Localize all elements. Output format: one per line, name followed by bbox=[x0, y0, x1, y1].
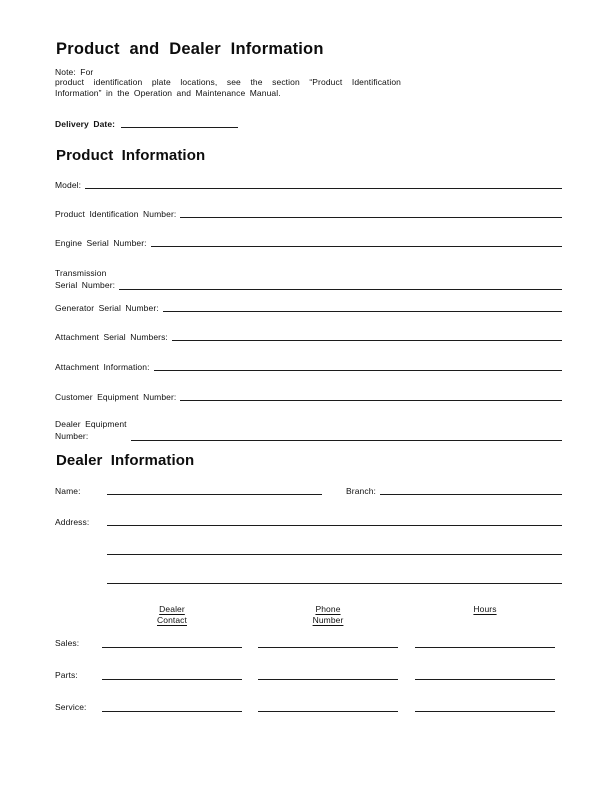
service-dealer-contact-blank-line bbox=[102, 711, 242, 712]
delivery-date-label: Delivery Date: bbox=[55, 119, 116, 129]
address-blank-line-3 bbox=[107, 583, 562, 584]
field-row-customer-equipment-number bbox=[55, 388, 562, 402]
contact-row-service bbox=[55, 698, 562, 712]
sales-dealer-contact-blank-line bbox=[102, 647, 242, 648]
field-row-model bbox=[55, 176, 562, 190]
sales-phone-number-blank-line bbox=[258, 647, 398, 648]
engine-serial-number-label: Engine Serial Number: bbox=[55, 238, 147, 248]
customer-equipment-number-label: Customer Equipment Number: bbox=[55, 392, 177, 402]
contact-row-parts bbox=[55, 666, 562, 680]
service-hours-blank-line bbox=[415, 711, 555, 712]
model-blank-line bbox=[85, 188, 562, 189]
address-label: Address: bbox=[55, 517, 90, 527]
service-phone-number-blank-line bbox=[258, 711, 398, 712]
field-row-attachment-information bbox=[55, 358, 562, 372]
address-extra-row bbox=[107, 542, 562, 556]
customer-equipment-number-blank-line bbox=[180, 400, 562, 401]
attachment-information-blank-line bbox=[154, 370, 562, 371]
field-row-address bbox=[55, 513, 562, 527]
field-row-product-identification-number bbox=[55, 205, 562, 219]
dealer-information-heading: Dealer Information bbox=[56, 452, 195, 469]
branch-blank-line bbox=[380, 494, 562, 495]
service-label: Service: bbox=[55, 702, 87, 712]
transmission-serial-number-blank-line bbox=[119, 289, 562, 290]
sales-hours-blank-line bbox=[415, 647, 555, 648]
name-blank-line bbox=[107, 494, 322, 495]
field-row-engine-serial-number bbox=[55, 234, 562, 248]
contact-row-sales bbox=[55, 634, 562, 648]
field-row-dealer-equipment-number bbox=[55, 417, 562, 442]
address-extra-row bbox=[107, 571, 562, 585]
delivery-date-row bbox=[55, 117, 562, 129]
product-identification-number-label: Product Identification Number: bbox=[55, 209, 177, 219]
dealer-equipment-number-blank-line bbox=[131, 440, 562, 441]
column-header-phone-number: Phone Number bbox=[312, 604, 344, 625]
page-title: Product and Dealer Information bbox=[56, 40, 324, 58]
sales-label: Sales: bbox=[55, 638, 80, 648]
parts-label: Parts: bbox=[55, 670, 78, 680]
column-header-dealer-contact: Dealer Contact bbox=[157, 604, 187, 625]
field-row-transmission-serial-number bbox=[55, 266, 562, 291]
note-line: product identification plate locations, see the section “Product Identification bbox=[55, 77, 401, 88]
parts-dealer-contact-blank-line bbox=[102, 679, 242, 680]
field-row-generator-serial-number bbox=[55, 299, 562, 313]
attachment-serial-numbers-blank-line bbox=[172, 340, 562, 341]
attachment-serial-numbers-label: Attachment Serial Numbers: bbox=[55, 332, 168, 342]
model-label: Model: bbox=[55, 180, 82, 190]
transmission-serial-number-label: Transmission Serial Number: bbox=[55, 268, 116, 290]
branch-label: Branch: bbox=[346, 486, 376, 496]
column-header-hours: Hours bbox=[473, 604, 497, 614]
field-row-name-branch bbox=[55, 482, 562, 496]
note-line: Note: For bbox=[55, 67, 94, 77]
address-blank-line-2 bbox=[107, 554, 562, 555]
note-line: Information” in the Operation and Maintenance Manual. bbox=[55, 87, 281, 98]
generator-serial-number-label: Generator Serial Number: bbox=[55, 303, 159, 313]
product-information-heading: Product Information bbox=[56, 147, 206, 164]
field-row-attachment-serial-numbers bbox=[55, 328, 562, 342]
note-paragraph bbox=[55, 67, 401, 98]
product-identification-number-blank-line bbox=[180, 217, 562, 218]
dealer-equipment-number-label: Dealer Equipment Number: bbox=[55, 419, 127, 441]
generator-serial-number-blank-line bbox=[163, 311, 562, 312]
name-label: Name: bbox=[55, 486, 81, 496]
parts-phone-number-blank-line bbox=[258, 679, 398, 680]
engine-serial-number-blank-line bbox=[151, 246, 562, 247]
parts-hours-blank-line bbox=[415, 679, 555, 680]
address-blank-line-1 bbox=[107, 525, 562, 526]
delivery-date-blank-line bbox=[121, 127, 238, 128]
attachment-information-label: Attachment Information: bbox=[55, 362, 150, 372]
